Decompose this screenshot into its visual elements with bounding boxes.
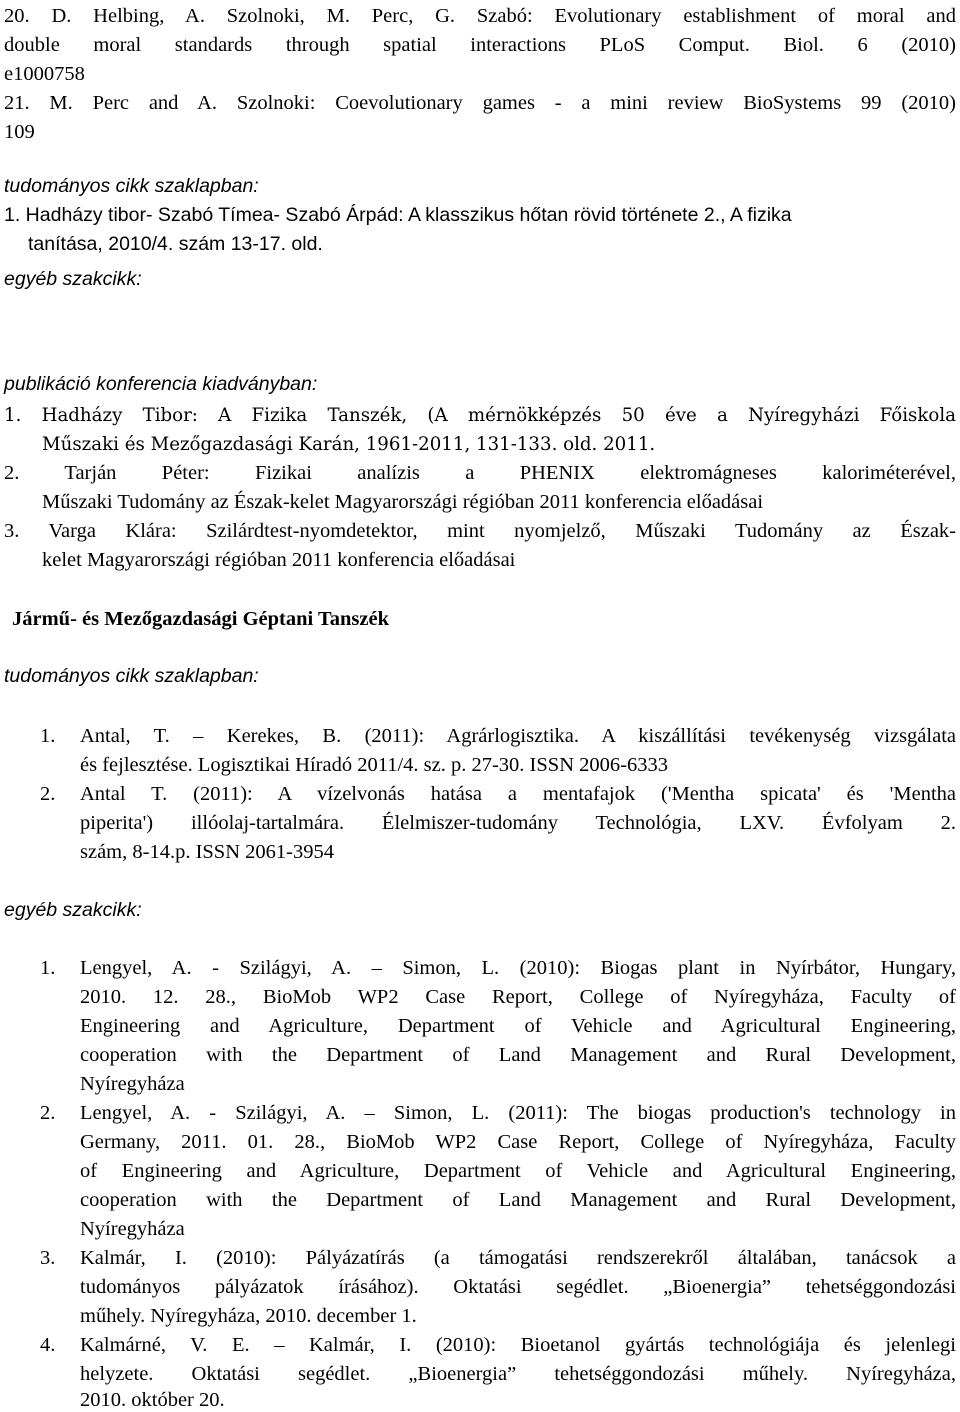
conf-item-2-line2: Műszaki Tudomány az Észak-kelet Magyarországi régióban 2011 konferencia előadásai — [42, 491, 764, 513]
journal2-item-2-line3: szám, 8-14.p. ISSN 2061-3954 — [80, 841, 334, 863]
other-item-2-num: 2. — [40, 1102, 56, 1124]
journal2-item-2-line2: piperita') illóolaj-tartalmára. Élelmiszer-tudomány Technológia, LXV. Évfolyam 2. — [80, 812, 956, 834]
other-item-3-num: 3. — [40, 1247, 56, 1269]
subheading-conference: publikáció konferencia kiadványban: — [4, 373, 318, 395]
conf-item-2-line1: 2. Tarján Péter: Fizikai analízis a PHENIX elektromágneses kaloriméterével, — [4, 462, 956, 484]
ref-21-line1: 21. M. Perc and A. Szolnoki: Coevolutionary games - a mini review BioSystems 99 (2010) — [4, 92, 956, 114]
other-item-1-line4: cooperation with the Department of Land Management and Rural Development, — [80, 1044, 956, 1066]
other-item-4-line3: 2010. október 20. — [80, 1389, 225, 1411]
ref-21-line2: 109 — [4, 121, 35, 143]
journal2-item-2-num: 2. — [40, 783, 56, 805]
other-item-1-line3: Engineering and Agriculture, Department of Vehicle and Agricultural Engineering, — [80, 1015, 956, 1037]
other-item-2-line1: Lengyel, A. - Szilágyi, A. – Simon, L. (2011): The biogas production's technology in — [80, 1102, 956, 1124]
journal2-item-1-line2: és fejlesztése. Logisztikai Híradó 2011/4. sz. p. 27-30. ISSN 2006-6333 — [80, 754, 668, 776]
conf-item-1-line2: Műszaki és Mezőgazdasági Karán, 1961-2011, 131-133. old. 2011. — [42, 434, 656, 455]
other-item-1-line2: 2010. 12. 28., BioMob WP2 Case Report, College of Nyíregyháza, Faculty of — [80, 986, 956, 1008]
other-item-1-num: 1. — [40, 957, 56, 979]
subheading-other-2: egyéb szakcikk: — [4, 899, 142, 921]
subheading-journal-2: tudományos cikk szaklapban: — [4, 665, 259, 687]
journal2-item-1-num: 1. — [40, 725, 56, 747]
conf-item-3-line1: 3. Varga Klára: Szilárdtest-nyomdetektor, mint nyomjelző, Műszaki Tudomány az Észak- — [4, 520, 956, 542]
conf-item-1-line1: 1. Hadházy Tibor: A Fizika Tanszék, (A mérnökképzés 50 éve a Nyíregyházi Főiskola — [4, 405, 956, 426]
other-item-2-line3: of Engineering and Agriculture, Department of Vehicle and Agricultural Engineering, — [80, 1160, 956, 1182]
other-item-4-line1: Kalmárné, V. E. – Kalmár, I. (2010): Bioetanol gyártás technológiája és jelenlegi — [80, 1334, 956, 1356]
subheading-other: egyéb szakcikk: — [4, 268, 142, 290]
department-heading: Jármű- és Mezőgazdasági Géptani Tanszék — [12, 608, 389, 630]
other-item-4-num: 4. — [40, 1334, 56, 1356]
ref-20-line3: e1000758 — [4, 63, 85, 85]
other-item-1-line1: Lengyel, A. - Szilágyi, A. – Simon, L. (2010): Biogas plant in Nyírbátor, Hungary, — [80, 957, 956, 979]
other-item-3-line1: Kalmár, I. (2010): Pályázatírás (a támogatási rendszerekről általában, tanácsok a — [80, 1247, 956, 1269]
conf-item-3-line2: kelet Magyarországi régióban 2011 konferencia előadásai — [42, 549, 516, 571]
subheading-journal: tudományos cikk szaklapban: — [4, 175, 259, 197]
journal2-item-2-line1: Antal T. (2011): A vízelvonás hatása a mentafajok ('Mentha spicata' és 'Mentha — [80, 783, 956, 805]
other-item-2-line5: Nyíregyháza — [80, 1218, 185, 1240]
other-item-3-line3: műhely. Nyíregyháza, 2010. december 1. — [80, 1305, 417, 1327]
other-item-3-line2: tudományos pályázatok írásához). Oktatási segédlet. „Bioenergia” tehetséggondozási — [80, 1276, 956, 1298]
ref-20-line1: 20. D. Helbing, A. Szolnoki, M. Perc, G. Szabó: Evolutionary establishment of moral and — [4, 5, 956, 27]
journal-item-1-line1: 1. Hadházy tibor- Szabó Tímea- Szabó Árpád: A klasszikus hőtan rövid története 2., A fizika — [4, 204, 792, 226]
journal2-item-1-line1: Antal, T. – Kerekes, B. (2011): Agrárlogisztika. A kiszállítási tevékenység vizsgálata — [80, 725, 956, 747]
other-item-2-line4: cooperation with the Department of Land Management and Rural Development, — [80, 1189, 956, 1211]
other-item-2-line2: Germany, 2011. 01. 28., BioMob WP2 Case Report, College of Nyíregyháza, Faculty — [80, 1131, 956, 1153]
other-item-1-line5: Nyíregyháza — [80, 1073, 185, 1095]
other-item-4-line2: helyzete. Oktatási segédlet. „Bioenergia” tehetséggondozási műhely. Nyíregyháza, — [80, 1363, 956, 1385]
journal-item-1-line2: tanítása, 2010/4. szám 13-17. old. — [28, 233, 323, 255]
ref-20-line2: double moral standards through spatial interactions PLoS Comput. Biol. 6 (2010) — [4, 34, 956, 56]
